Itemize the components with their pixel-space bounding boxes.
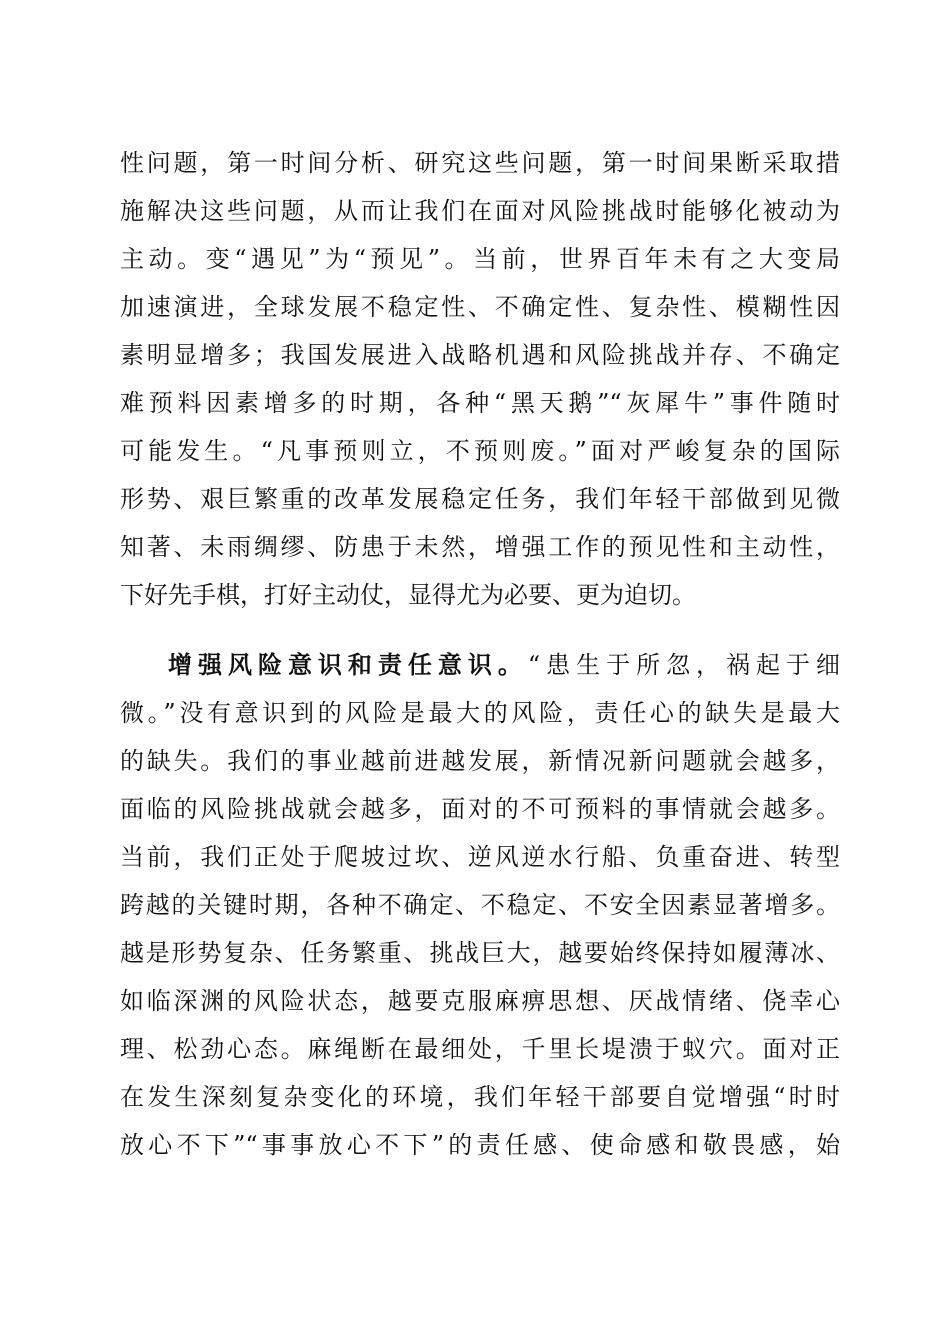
text-line: 在发生深刻复杂变化的环境，我们年轻干部要自觉增强“时时 [120, 1083, 840, 1111]
text-line: 知著、未雨绸缪、防患于未然，增强工作的预见性和主动性， [120, 533, 840, 561]
section-heading-line [168, 645, 840, 685]
text-line: 难预料因素增多的时期，各种“黑天鹅”“灰犀牛”事件随时 [120, 389, 840, 417]
text-line: 下好先手棋，打好主动仗，显得尤为必要、更为迫切。 [120, 581, 696, 609]
heading-quote: “患生于所忽，祸起于细 [527, 651, 841, 679]
text-line: 加速演进，全球发展不稳定性、不确定性、复杂性、模糊性因 [120, 293, 840, 321]
text-line: 形势、艰巨繁重的改革发展稳定任务，我们年轻干部做到见微 [120, 485, 840, 513]
text-line: 微。”没有意识到的风险是最大的风险，责任心的缺失是最大 [120, 699, 840, 727]
text-line: 如临深渊的风险状态，越要克服麻痹思想、厌战情绪、侥幸心 [120, 987, 840, 1015]
text-line: 跨越的关键时期，各种不确定、不稳定、不安全因素显著增多。 [120, 891, 840, 919]
text-line: 当前，我们正处于爬坡过坎、逆风逆水行船、负重奋进、转型 [120, 843, 840, 871]
text-line: 的缺失。我们的事业越前进越发展，新情况新问题就会越多， [120, 747, 840, 775]
text-line: 理、松劲心态。麻绳断在最细处，千里长堤溃于蚁穴。面对正 [120, 1035, 840, 1063]
text-line: 主动。变“遇见”为“预见”。当前，世界百年未有之大变局 [120, 245, 840, 273]
text-line: 素明显增多；我国发展进入战略机遇和风险挑战并存、不确定 [120, 341, 840, 369]
text-line: 性问题，第一时间分析、研究这些问题，第一时间果断采取措 [120, 149, 840, 177]
text-line: 施解决这些问题，从而让我们在面对风险挑战时能够化被动为 [120, 197, 840, 225]
text-line: 可能发生。“凡事预则立，不预则废。”面对严峻复杂的国际 [120, 437, 840, 465]
text-line: 放心不下”“事事放心不下”的责任感、使命感和敬畏感，始 [120, 1131, 840, 1159]
text-line: 越是形势复杂、任务繁重、挑战巨大，越要始终保持如履薄冰、 [120, 939, 840, 967]
section-heading: 增强风险意识和责任意识。 [168, 651, 528, 679]
text-line: 面临的风险挑战就会越多，面对的不可预料的事情就会越多。 [120, 795, 840, 823]
